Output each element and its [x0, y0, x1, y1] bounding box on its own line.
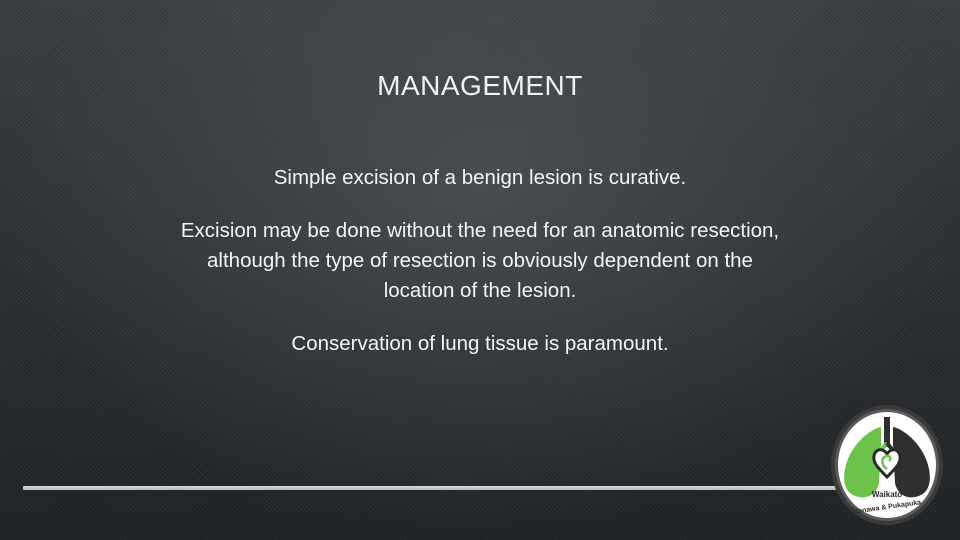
footer-divider — [23, 486, 853, 490]
paragraph-curative: Simple excision of a benign lesion is curative. — [273, 166, 687, 189]
lungs-heart-logo-icon — [829, 403, 945, 527]
slide-body — [180, 163, 780, 382]
logo-text-line2: Manawa & Pukapuka — [852, 499, 922, 516]
paragraph-conservation: Conservation of lung tissue is paramount. — [291, 332, 669, 355]
slide-title: MANAGEMENT — [377, 70, 583, 101]
logo-text-line1: Waikato — [871, 490, 903, 499]
paragraph-excision: Excision may be done without the need for an anatomic resection, although the type of resection is obviously dependent on the location of the lesion. — [180, 219, 780, 302]
